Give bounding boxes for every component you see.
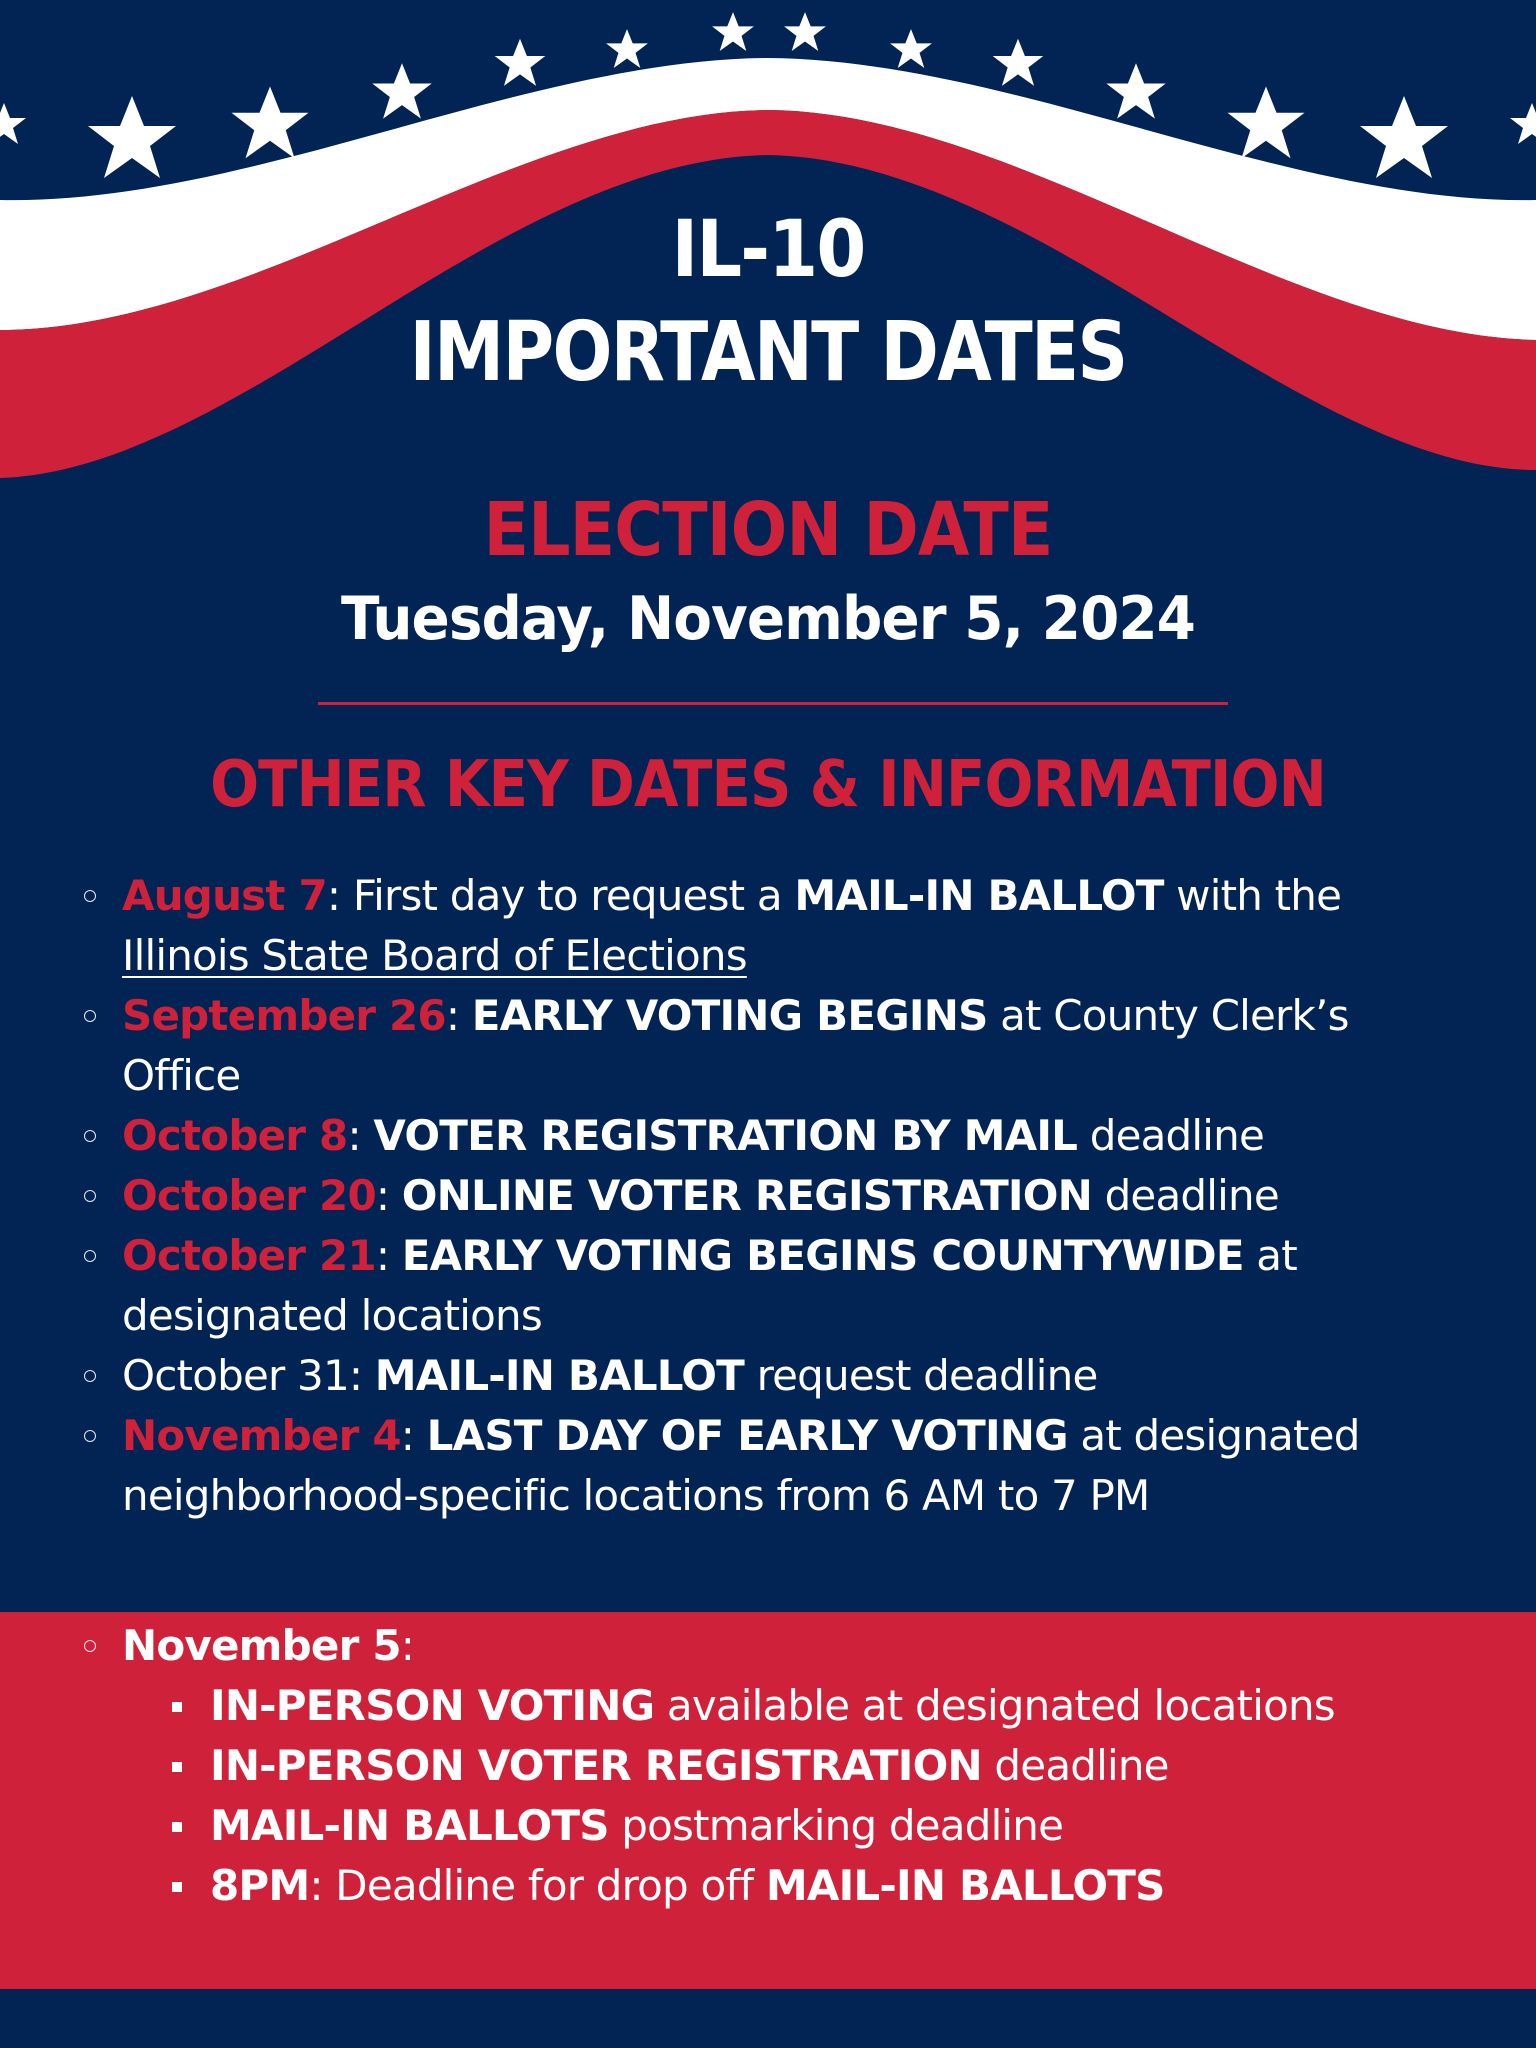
hollow-circle-bullet-icon	[84, 1190, 96, 1202]
item-emphasis: VOTER REGISTRATION BY MAIL	[373, 1111, 1078, 1160]
item-emphasis: LAST DAY OF EARLY VOTING	[426, 1411, 1068, 1460]
key-dates-list	[0, 866, 1536, 1526]
item-date: October 31	[122, 1351, 349, 1400]
divider	[318, 702, 1228, 705]
sub-item: IN-PERSON VOTER REGISTRATION deadline	[0, 1736, 1536, 1796]
hollow-circle-bullet-icon	[84, 1250, 96, 1262]
hollow-circle-bullet-icon	[84, 1130, 96, 1142]
hollow-circle-bullet-icon	[84, 890, 96, 902]
header-banner	[0, 0, 1536, 480]
list-item: November 4: LAST DAY OF EARLY VOTING at designated neighborhood-specific locations from 6 AM to 7 PM	[0, 1406, 1536, 1526]
item-date: October 20	[122, 1171, 376, 1220]
item-emphasis: MAIL-IN BALLOT	[794, 871, 1164, 920]
item-date: October 21	[122, 1231, 376, 1280]
sub-item: 8PM: Deadline for drop off MAIL-IN BALLOTS	[0, 1856, 1536, 1916]
list-item: September 26: EARLY VOTING BEGINS at County Clerk’s Office	[0, 986, 1536, 1106]
election-day-list	[0, 1616, 1536, 1916]
item-emphasis: EARLY VOTING BEGINS COUNTYWIDE	[401, 1231, 1244, 1280]
hollow-circle-bullet-icon	[84, 1010, 96, 1022]
item-date: November 4	[122, 1411, 401, 1460]
list-item: October 20: ONLINE VOTER REGISTRATION deadline	[0, 1166, 1536, 1226]
item-emphasis: MAIL-IN BALLOT	[374, 1351, 745, 1400]
hollow-circle-bullet-icon	[84, 1640, 96, 1652]
square-bullet-icon	[172, 1702, 182, 1712]
illinois-board-link[interactable]: Illinois State Board of Elections	[122, 931, 747, 980]
list-item: October 21: EARLY VOTING BEGINS COUNTYWIDE at designated locations	[0, 1226, 1536, 1346]
item-date: August 7	[122, 871, 327, 920]
section-heading: OTHER KEY DATES & INFORMATION	[210, 748, 1326, 822]
list-item-election-day: November 5:	[0, 1616, 1536, 1676]
item-date: November 5	[122, 1621, 401, 1670]
item-emphasis: EARLY VOTING BEGINS	[471, 991, 988, 1040]
list-item: October 31: MAIL-IN BALLOT request deadline	[0, 1346, 1536, 1406]
square-bullet-icon	[172, 1762, 182, 1772]
election-date-value: Tuesday, November 5, 2024	[341, 584, 1195, 654]
list-item: October 8: VOTER REGISTRATION BY MAIL deadline	[0, 1106, 1536, 1166]
election-date-label: ELECTION DATE	[483, 487, 1053, 573]
page-title-district: IL-10	[671, 205, 865, 295]
hollow-circle-bullet-icon	[84, 1430, 96, 1442]
square-bullet-icon	[172, 1822, 182, 1832]
item-date: October 8	[122, 1111, 348, 1160]
sub-item: MAIL-IN BALLOTS postmarking deadline	[0, 1796, 1536, 1856]
page-title: IMPORTANT DATES	[409, 305, 1127, 400]
list-item: August 7: First day to request a MAIL-IN BALLOT with the Illinois State Board of Elections	[0, 866, 1536, 986]
square-bullet-icon	[172, 1882, 182, 1892]
item-emphasis: ONLINE VOTER REGISTRATION	[401, 1171, 1093, 1220]
sub-item: IN-PERSON VOTING available at designated locations	[0, 1676, 1536, 1736]
item-date: September 26	[122, 991, 446, 1040]
hollow-circle-bullet-icon	[84, 1370, 96, 1382]
